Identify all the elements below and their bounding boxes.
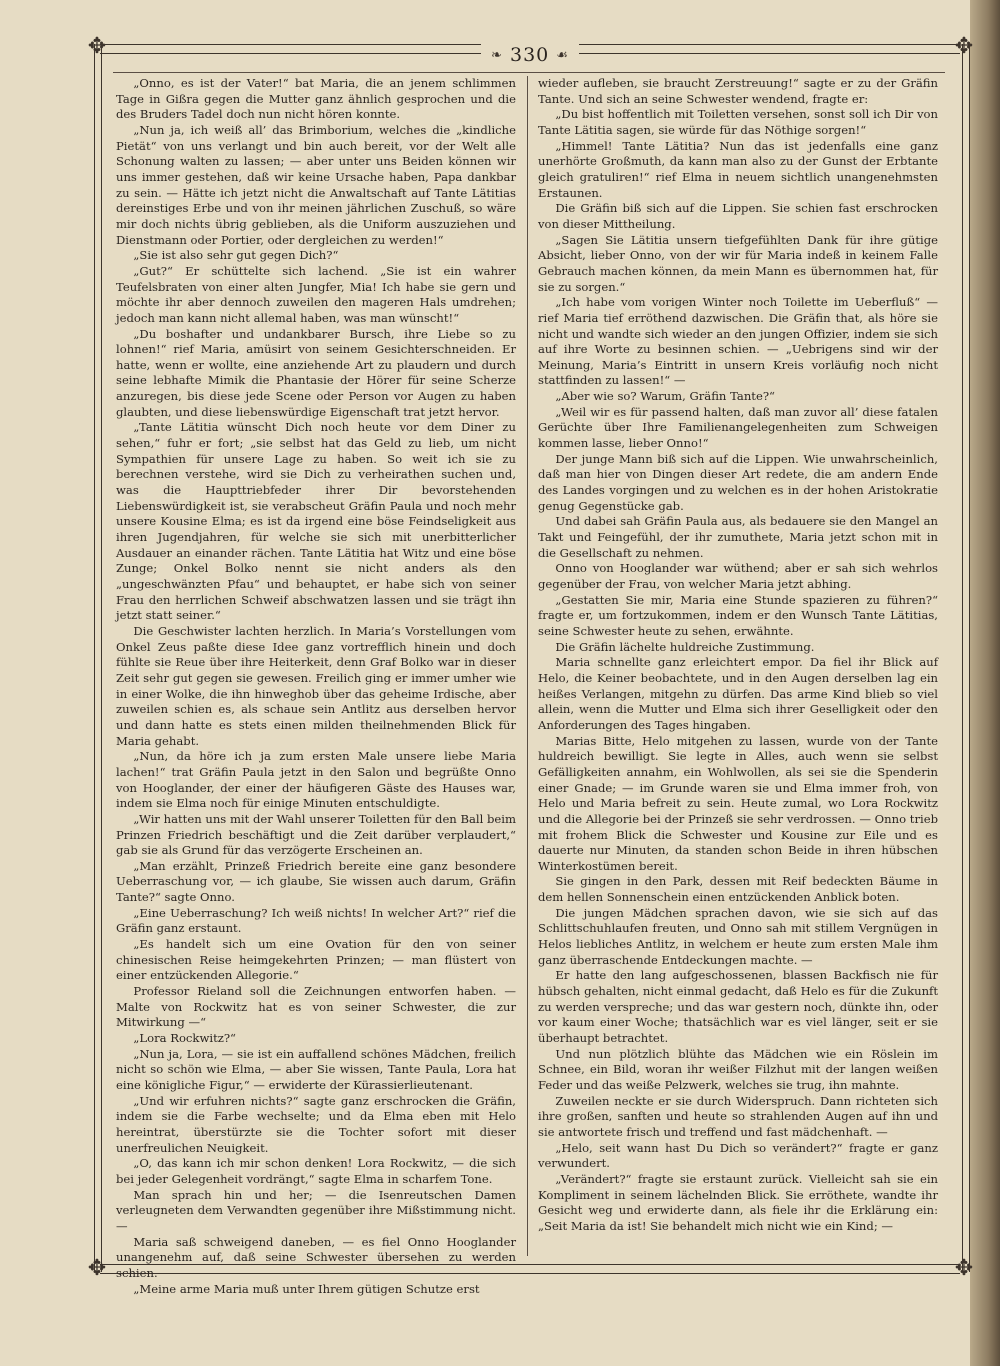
paragraph: „Lora Rockwitz?“ — [133, 1031, 236, 1046]
paragraph: Der junge Mann biß sich auf die Lippen. Wie unwahrscheinlich, daß man hier von Dingen dieser Art redete, die am andern Ende des Landes vorgingen und zu welchen es in der hohen Aristokratie genug Gegenstücke gab. — [538, 451, 938, 513]
page-header — [100, 40, 960, 70]
paragraph: „Sie ist also sehr gut gegen Dich?“ — [133, 248, 339, 263]
paragraph: „Nun ja, Lora, — sie ist ein auffallend schönes Mädchen, freilich nicht so schön wie Elma, — aber Sie wissen, Tante Paula, Lora hat eine königliche Figur,“ — erwiderte der Kürassierlieutenant. — [116, 1046, 516, 1092]
paragraph: „O, das kann ich mir schon denken! Lora Rockwitz, — die sich bei jeder Gelegenheit vordrängt,“ sagte Elma in scharfem Tone. — [116, 1156, 516, 1186]
text-column-right — [538, 76, 938, 1256]
corner-ornament-icon: ✥ — [87, 34, 107, 59]
paragraph: „Man erzählt, Prinzeß Friedrich bereite eine ganz besondere Ueberraschung vor, — ich glaube, Sie wissen auch darum, Gräfin Tante?“ sagte Onno. — [116, 858, 516, 905]
paragraph: „Du boshafter und undankbarer Bursch, ihre Liebe so zu lohnen!“ rief Maria, amüsirt von seinem Gesichterschneiden. Er hatte, wenn er wollte, eine anziehende Art zu plaudern und durch seine lebhafte Mimik die Phantasie der Hörer für seine Scherze anzuregen, bis diese jede Scene oder Person vor Augen zu haben glaubten, und diese liebenswürdige Eigenschaft trat jetzt hervor. — [116, 326, 516, 419]
paragraph: „Onno, es ist der Vater!“ bat Maria, die an jenem schlimmen Tage in Gißra gegen die Mutter ganz ähnlich gesprochen und die des Bruders Tadel doch nun nicht hören konnte. — [116, 76, 516, 122]
paragraph: „Eine Ueberraschung? Ich weiß nichts! In welcher Art?“ rief die Gräfin ganz erstaunt. — [116, 905, 516, 936]
paragraph: „Und wir erfuhren nichts?“ sagte ganz erschrocken die Gräfin, indem sie die Farbe wechselte; und da Elma eben mit Helo hereintrat, überstürzte sie die Tochter sofort mit dieser unerfreulichen Neuigkeit. — [116, 1093, 516, 1155]
paragraph: Und dabei sah Gräfin Paula aus, als bedauere sie den Mangel an Takt und Feingefühl, der ihr zumuthete, Maria jetzt schon mit in die Gesellschaft zu nehmen. — [538, 514, 938, 560]
paragraph: Die Gräfin biß sich auf die Lippen. Sie schien fast erschrocken von dieser Mittheilung. — [538, 201, 938, 231]
paragraph: „Es handelt sich um eine Ovation für den von seiner chinesischen Reise heimgekehrten Prinzen; — man flüstert von einer entzückenden Allegorie.“ — [116, 937, 516, 983]
paragraph: Und nun plötzlich blühte das Mädchen wie ein Röslein im Schnee, ein Bild, woran ihr weißer Filzhut mit der langen weißen Feder und das weiße Pelzwerk, welches sie trug, ihn mahnte. — [538, 1046, 938, 1092]
corner-ornament-icon: ✥ — [87, 1256, 107, 1281]
paragraph: Die Geschwister lachten herzlich. In Maria’s Vorstellungen vom Onkel Zeus paßte diese Idee ganz vortrefflich hinein und doch fühlte sie Reue über ihre Heiterkeit, denn Graf Bolko war in dieser Zeit sehr gut gegen sie gewesen. Freilich ging er immer umher wie in einer Wolke, die ihn hinweghob über das geheime Irdische, aber zuweilen schien es, als schaue sein Antlitz aus derselben hervor und dann hatte es stets einen milden theilnehmenden Blick für Maria gehabt. — [116, 623, 516, 748]
text-column-left — [116, 76, 516, 1296]
book-spine — [970, 0, 1000, 1366]
paragraph: Maria schnellte ganz erleichtert empor. Da fiel ihr Blick auf Helo, die Keiner beobachtete, und in den Augen derselben lag ein heißes Verlangen, mitgehn zu dürfen. Das arme Kind blieb so viel allein, wenn die Mutter und Elma sich ihrer Geselligkeit oder den Anforderungen des Tages hingaben. — [538, 655, 938, 732]
paragraph: „Gut?“ Er schüttelte sich lachend. „Sie ist ein wahrer Teufelsbraten von einer alten Jungfer, Mia! Ich habe sie gern und möchte ihr aber dennoch zuweilen den mageren Hals umdrehen; jedoch man kann nicht allemal haben, was man wünscht!“ — [116, 263, 516, 325]
paragraph: „Nun ja, ich weiß all’ das Brimborium, welches die „kindliche Pietät“ von uns verlangt und bin auch bereit, vor der Welt alle Schonung walten zu lassen; — aber unter uns Beiden können wir uns immer gestehen, daß wir keine Ursache haben, Papa dankbar zu sein. — Hätte ich jetzt nicht die Anwaltschaft auf Tante Lätitias dereinstiges Erbe und von ihr meinen jährlichen Zuschuß, so wäre mir doch nichts übrig geblieben, als die Uniform auszuziehen und Dienstmann oder Portier, oder dergleichen zu werden!“ — [116, 122, 516, 247]
paragraph: Onno von Hooglander war wüthend; aber er sah sich wehrlos gegenüber der Frau, von welcher Maria jetzt abhing. — [538, 561, 938, 591]
paragraph: „Sagen Sie Lätitia unsern tiefgefühlten Dank für ihre gütige Absicht, lieber Onno, von der wir für Maria indeß in keinem Falle Gebrauch machen können, da mein Mann es übernommen hat, für sie zu sorgen.“ — [538, 232, 938, 294]
paragraph: Zuweilen neckte er sie durch Widerspruch. Dann richteten sich ihre großen, sanften und heute so strahlenden Augen auf ihn und sie antwortete frisch und treffend und fast mädchenhaft. — — [538, 1093, 938, 1139]
paragraph: Sie gingen in den Park, dessen mit Reif bedeckten Bäume in dem hellen Sonnenschein einen entzückenden Anblick boten. — [538, 874, 938, 905]
paragraph: „Du bist hoffentlich mit Toiletten versehen, sonst soll ich Dir von Tante Lätitia sagen, sie würde für das Nöthige sorgen!“ — [538, 107, 938, 137]
page-number-box — [481, 40, 579, 71]
paragraph: „Himmel! Tante Lätitia? Nun das ist jedenfalls eine ganz unerhörte Großmuth, da kann man also zu der Gunst der Erbtante gleich gratuliren!“ rief Elma in neuem sichtlich unangenehmsten Erstaunen. — [538, 138, 938, 200]
page-number: 330 — [509, 44, 550, 66]
paragraph: „Ich habe vom vorigen Winter noch Toilette im Ueberfluß“ — rief Maria tief erröthend dazwischen. Die Gräfin that, als höre sie nicht und wandte sich wieder an den jungen Offizier, indem sie sich auf ihre Worte zu besinnen schien. — „Uebrigens sind wir der Meinung, Maria’s Eintritt in unsern Kreis vorläufig noch nicht stattfinden zu lassen!“ — — [538, 295, 938, 388]
paragraph: Marias Bitte, Helo mitgehen zu lassen, wurde von der Tante huldreich bewilligt. Sie legte in Alles, auch wenn sie selbst Gefälligkeiten annahm, ein Wohlwollen, als sei sie die Spenderin einer Gnade; — im Grunde waren sie und Elma immer froh, von Helo und Maria befreit zu sein. Heute zumal, wo Lora Rockwitz und die Allegorie bei der Prinzeß sie sehr verdrossen. — Onno trieb mit frohem Blick die Schwester und Kousine zur Eile und es dauerte nur Minuten, da standen schon Beide in ihren hübschen Winterkostümen bereit. — [538, 733, 938, 873]
paragraph: Die Gräfin lächelte huldreiche Zustimmung. — [555, 639, 815, 654]
paragraph: Man sprach hin und her; — die Isenreutschen Damen verleugneten dem Verwandten gegenüber ihre Mißstimmung nicht. — — [116, 1187, 516, 1233]
paragraph: „Helo, seit wann hast Du Dich so verändert?“ fragte er ganz verwundert. — [538, 1140, 938, 1171]
paragraph: „Verändert?“ fragte sie erstaunt zurück. Vielleicht sah sie ein Kompliment in seinem lächelnden Blick. Sie erröthete, wandte ihr Gesicht weg und erwiderte dann, als fiele ihr die Erklärung ein: „Seit Maria da ist! Sie behandelt mich nicht wie ein Kind; — — [538, 1171, 938, 1233]
flourish-left-icon: ❧ — [491, 48, 503, 63]
paragraph: Professor Rieland soll die Zeichnungen entworfen haben. — Malte von Rockwitz hat es von seiner Schwester, die zur Mitwirkung —“ — [116, 984, 516, 1030]
paragraph: „Weil wir es für passend halten, daß man zuvor all’ diese fatalen Gerüchte über Ihre Familienangelegenheiten zum Schweigen kommen lasse, lieber Onno!“ — [538, 404, 938, 451]
frame-right-rule — [962, 44, 970, 1272]
corner-ornament-icon: ✥ — [954, 34, 974, 59]
paragraph: Die jungen Mädchen sprachen davon, wie sie sich auf das Schlittschuhlaufen freuten, und Onno sah mit stillem Vergnügen in Helos liebliches Antlitz, in welchem er heute zum ersten Male ihm ganz überraschende Entdeckungen machte. — — [538, 905, 938, 967]
paragraph: „Meine arme Maria muß unter Ihrem gütigen Schutze erst — [133, 1281, 480, 1296]
paragraph: Er hatte den lang aufgeschossenen, blassen Backfisch nie für hübsch gehalten, nicht einmal gedacht, daß Helo es für die Zukunft zu werden verspreche; und das war gestern noch, dünkte ihn, oder vor kaum einer Woche; thatsächlich war es viel länger, seit er sie überhaupt betrachtet. — [538, 968, 938, 1046]
paragraph: „Gestatten Sie mir, Maria eine Stunde spazieren zu führen?“ fragte er, um fortzukommen, indem er den Wunsch Tante Lätitias, seine Schwester heute zu sehen, erwähnte. — [538, 592, 938, 638]
paragraph: „Aber wie so? Warum, Gräfin Tante?“ — [555, 389, 775, 404]
frame-left-rule — [94, 44, 102, 1272]
paragraph: „Wir hatten uns mit der Wahl unserer Toiletten für den Ball beim Prinzen Friedrich beschäftigt und die Zeit darüber verplaudert,“ gab sie als Grund für das verzögerte Erscheinen an. — [116, 811, 516, 858]
corner-ornament-icon: ✥ — [954, 1256, 974, 1281]
flourish-right-icon: ☙ — [556, 48, 569, 63]
paragraph: wieder aufleben, sie braucht Zerstreuung!“ sagte er zu der Gräfin Tante. Und sich an seine Schwester wendend, fragte er: — [538, 76, 938, 106]
header-rule — [113, 72, 945, 73]
column-divider — [527, 76, 528, 1256]
paragraph: „Tante Lätitia wünscht Dich noch heute vor dem Diner zu sehen,“ fuhr er fort; „sie selbst hat das Geld zu lieb, um nicht Sympathien für unsere Lage zu haben. So weit ich sie zu berechnen verstehe, wird sie Dich zu verheirathen suchen und, was die Haupttriebfeder ihrer Dir bevorstehenden Liebenswürdigkeit ist, sie verabscheut Gräfin Paula und noch mehr unsere Kousine Elma; es ist da irgend eine böse Feindseligkeit aus ihren Jugendjahren, für welche sie sich mit unerbitterlicher Ausdauer an einander rächen. Tante Lätitia hat Witz und eine böse Zunge; Onkel Bolko nennt sie nicht anders als den „ungeschwänzten Pfau“ und behauptet, er habe sich von seiner Frau den herrlichen Schweif abschwatzen lassen und sie trägt ihn jetzt statt seiner.“ — [116, 420, 516, 623]
paragraph: „Nun, da höre ich ja zum ersten Male unsere liebe Maria lachen!“ trat Gräfin Paula jetzt in den Salon und begrüßte Onno von Hooglander, der einer der häufigeren Gäste des Hauses war, indem sie Elma noch für einige Minuten entschuldigte. — [116, 749, 516, 811]
paragraph: Maria saß schweigend daneben, — es fiel Onno Hooglander unangenehm auf, daß seine Schwester übersehen zu werden schien. — [116, 1234, 516, 1280]
